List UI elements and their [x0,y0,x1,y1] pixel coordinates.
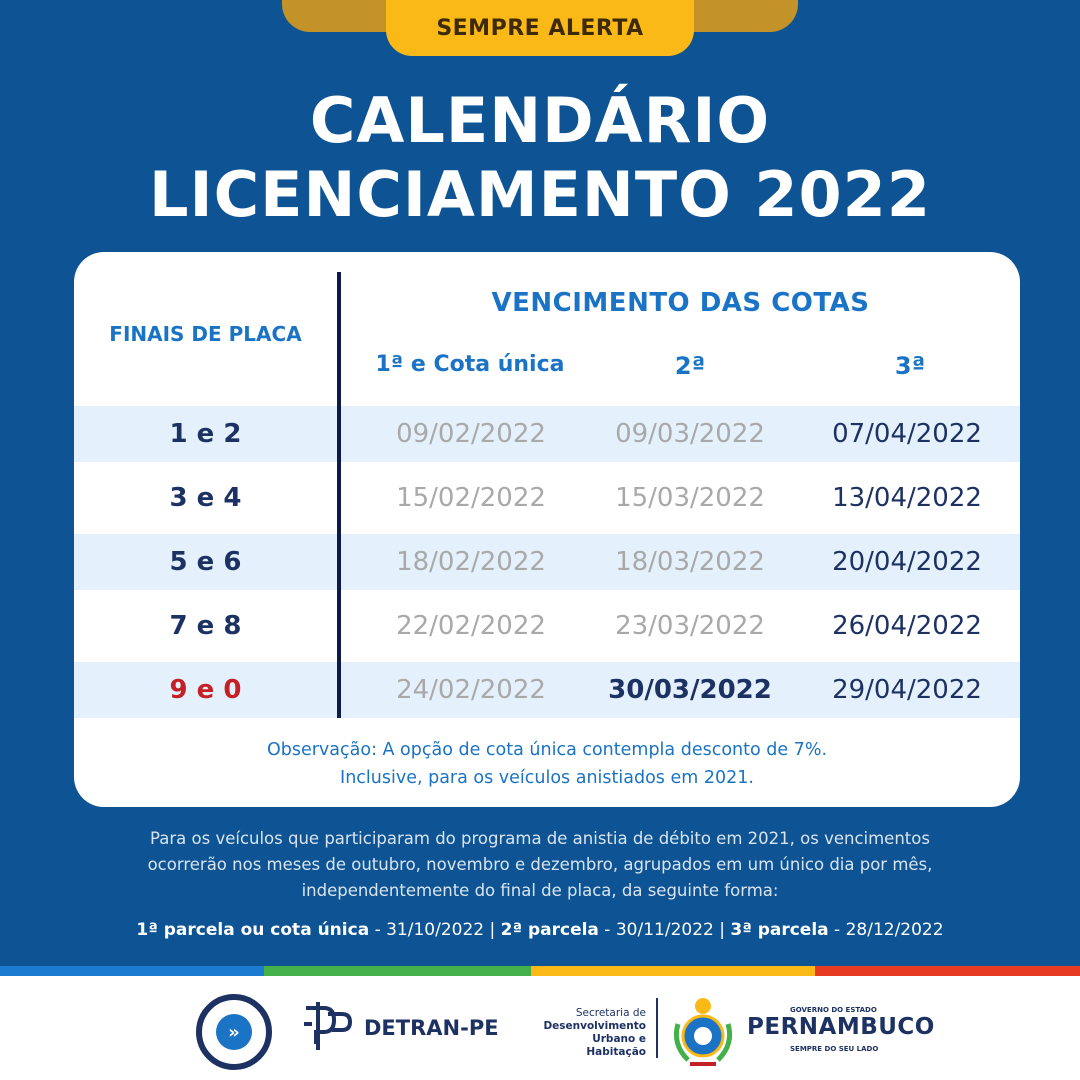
observation-line-1: Observação: A opção de cota única contempla desconto de 7%. [266,740,828,760]
paragraph-line-3: independentemente do final de placa, da seguinte forma: [301,881,779,900]
stripe-green [264,966,531,976]
date-first: 24/02/2022 [396,675,546,705]
gov-subtitle: GOVERNO DO ESTADO [790,1006,877,1014]
amnesty-paragraph [60,826,1020,904]
parcel-2-label: 2ª parcela [500,920,599,940]
title-line-1: CALENDÁRIO [309,84,771,157]
plate-ending: 1 e 2 [169,419,242,449]
detran-logo-icon [302,1000,352,1052]
sempre-alerta-badge: SEMPRE ALERTA [386,0,694,56]
date-third: 26/04/2022 [832,611,982,641]
date-third: 07/04/2022 [832,419,982,449]
pernambuco-coat-of-arms-icon [668,994,738,1070]
gov-tagline: SEMPRE DO SEU LADO [790,1045,879,1053]
observation-line-2: Inclusive, para os veículos anistiados em 2021. [340,768,754,788]
plate-ending: 7 e 8 [169,611,242,641]
seal-chevron-icon: » [216,1014,252,1050]
calendar-table-card [74,252,1020,807]
stripe-red [815,966,1080,976]
parcel-dates [0,920,1080,940]
date-third: 20/04/2022 [832,547,982,577]
parcel-3-label: 3ª parcela [730,920,829,940]
stripe-yellow [531,966,815,976]
page-title [0,84,1080,232]
parcel-2-value: - 30/11/2022 | [598,920,731,940]
column-header-first: 1ª e Cota única [375,352,565,377]
stripe-blue [0,966,264,976]
column-header-third: 3ª [894,352,926,380]
footer-divider [656,998,658,1058]
parcel-3-value: - 28/12/2022 [828,920,944,940]
table-row [74,406,1020,462]
paragraph-line-1: Para os veículos que participaram do programa de anistia de débito em 2021, os vencimentos [150,829,930,848]
date-first: 15/02/2022 [396,483,546,513]
paragraph-line-2: ocorrerão nos meses de outubro, novembro e dezembro, agrupados em um único dia por mês, [147,855,933,874]
plate-ending: 3 e 4 [169,483,242,513]
table-row [74,534,1020,590]
date-second-highlighted: 30/03/2022 [608,675,772,705]
parcel-1-label: 1ª parcela ou cota única [136,920,370,940]
table-row [74,662,1020,718]
date-third: 13/04/2022 [832,483,982,513]
date-second: 23/03/2022 [615,611,765,641]
secretaria-line-1: Secretaria de [575,1007,646,1019]
title-line-2: LICENCIAMENTO 2022 [149,158,931,231]
secretaria-line-2: Desenvolvimento [543,1020,646,1032]
column-header-second: 2ª [674,352,706,380]
date-first: 22/02/2022 [396,611,546,641]
column-divider [337,272,341,718]
table-row [74,470,1020,526]
secretaria-label [540,1007,646,1059]
date-second: 18/03/2022 [615,547,765,577]
due-dates-header: VENCIMENTO DAS COTAS [491,288,870,318]
date-first: 18/02/2022 [396,547,546,577]
date-third: 29/04/2022 [832,675,982,705]
plate-ending: 5 e 6 [169,547,242,577]
footer-logos [0,976,1080,1080]
plate-ending-highlighted: 9 e 0 [169,675,242,705]
parcel-1-value: - 31/10/2022 | [369,920,501,940]
plate-endings-header: FINAIS DE PLACA [109,322,302,346]
date-second: 15/03/2022 [615,483,765,513]
observation-note [74,736,1020,792]
detran-pe-label: DETRAN-PE [364,1016,499,1040]
plano-retomada-seal-icon [196,994,272,1070]
table-row [74,598,1020,654]
date-first: 09/02/2022 [396,419,546,449]
secretaria-line-3: Urbano e Habitação [586,1033,646,1058]
pernambuco-wordmark: PERNAMBUCO [747,1014,935,1040]
date-second: 09/03/2022 [615,419,765,449]
